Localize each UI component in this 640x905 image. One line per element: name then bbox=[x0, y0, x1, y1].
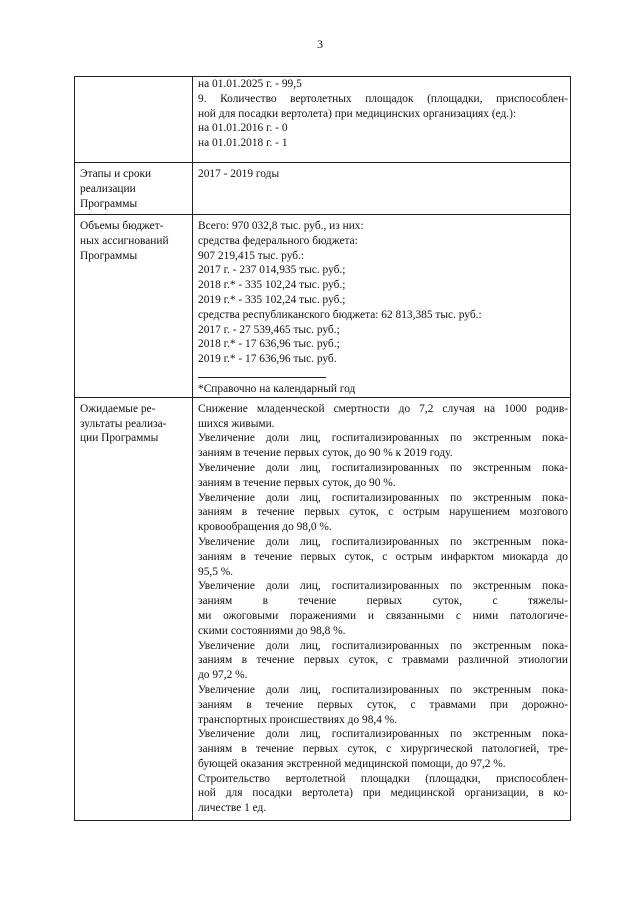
table-row-indicators bbox=[75, 77, 571, 163]
stages-value bbox=[193, 163, 571, 215]
text-line: заниям в течение первых суток, с травмами при дорожно- bbox=[198, 698, 568, 711]
table-row-budget bbox=[75, 215, 571, 398]
results-value bbox=[193, 397, 571, 820]
text-line: на 01.01.2018 г. - 1 bbox=[198, 137, 288, 150]
label-line: ных ассигнований bbox=[80, 234, 169, 247]
text-line: Увеличение доли лиц, госпитализированных по экстренным пока- bbox=[198, 639, 568, 652]
footnote-separator bbox=[198, 377, 326, 378]
text-line: заниям в течение первых суток, с тяжелы- bbox=[198, 595, 568, 608]
text-line: 2017 - 2019 годы bbox=[198, 168, 280, 180]
budget-value bbox=[193, 215, 571, 398]
text-line: личестве 1 ед. bbox=[198, 802, 267, 815]
label-line: Программы bbox=[80, 249, 138, 262]
text-line: на 01.01.2025 г. - 99,5 bbox=[198, 78, 302, 90]
text-line: Увеличение доли лиц, госпитализированных по экстренным пока- bbox=[198, 535, 568, 548]
results-label bbox=[75, 397, 193, 820]
text-line: 2019 г.* - 335 102,24 тыс. руб.; bbox=[198, 293, 346, 306]
label-line: Ожидаемые ре- bbox=[80, 402, 156, 415]
text-line: транспортных происшествиях до 98,4 %. bbox=[198, 713, 398, 726]
text-line: ми ожоговыми поражениями и связанными с ними патологиче- bbox=[198, 609, 568, 622]
table-row-stages bbox=[75, 163, 571, 215]
text-line: 9. Количество вертолетных площадок (площадки, приспособлен- bbox=[198, 92, 568, 105]
page-number: 3 bbox=[317, 37, 323, 51]
label-line: Программы bbox=[80, 197, 138, 210]
text-line: заниям в течение первых суток, до 90 % к 2019 году. bbox=[198, 447, 453, 460]
budget-label bbox=[75, 215, 193, 398]
text-line: заниям в течение первых суток, до 90 %. bbox=[198, 476, 396, 489]
text-line: заниям в течение первых суток, с острым нарушением мозгового bbox=[198, 506, 568, 519]
text-line: заниям в течение первых суток, с хирургической патологией, тре- bbox=[198, 743, 568, 756]
text-line: средства республиканского бюджета: 62 813,385 тыс. руб.: bbox=[198, 308, 482, 321]
text-line: Всего: 970 032,8 тыс. руб., из них: bbox=[198, 220, 364, 232]
text-line: ной для посадки вертолета) при медицинских организациях (ед.): bbox=[198, 107, 517, 120]
label-line: Объемы бюджет- bbox=[80, 220, 164, 232]
text-line: на 01.01.2016 г. - 0 bbox=[198, 122, 288, 135]
text-line: средства федерального бюджета: bbox=[198, 234, 358, 247]
text-line: ной для посадки вертолета) при медицинской организации, в ко- bbox=[198, 787, 568, 800]
text-line: заниям в течение первых суток, с травмами различной этиологии bbox=[198, 654, 568, 667]
text-line: Увеличение доли лиц, госпитализированных по экстренным пока- bbox=[198, 580, 568, 593]
label-line: реализации bbox=[80, 182, 136, 195]
label-line: ции Программы bbox=[80, 432, 159, 445]
indicators-cell bbox=[193, 77, 571, 163]
label-line: Этапы и сроки bbox=[80, 168, 152, 180]
table-row-results bbox=[75, 397, 571, 820]
text-line: 2018 г.* - 17 636,96 тыс. руб.; bbox=[198, 338, 340, 351]
text-line: Увеличение доли лиц, госпитализированных по экстренным пока- bbox=[198, 461, 568, 474]
text-line: Увеличение доли лиц, госпитализированных по экстренным пока- bbox=[198, 683, 568, 696]
footnote: *Справочно на календарный год bbox=[198, 382, 356, 395]
program-passport-table bbox=[74, 76, 571, 821]
text-line: Увеличение доли лиц, госпитализированных по экстренным пока- bbox=[198, 432, 568, 445]
text-line: кровообращения до 98,0 %. bbox=[198, 521, 332, 534]
text-line: 95,5 %. bbox=[198, 565, 234, 578]
stages-label bbox=[75, 163, 193, 215]
text-line: Увеличение доли лиц, госпитализированных по экстренным пока- bbox=[198, 728, 568, 741]
text-line: скими состояниями до 98,8 %. bbox=[198, 624, 346, 637]
text-line: Снижение младенческой смертности до 7,2 случая на 1000 родив- bbox=[198, 402, 568, 415]
text-line: 2017 г. - 27 539,465 тыс. руб.; bbox=[198, 323, 340, 336]
text-line: 2018 г.* - 335 102,24 тыс. руб.; bbox=[198, 279, 346, 292]
text-line: Увеличение доли лиц, госпитализированных по экстренным пока- bbox=[198, 491, 568, 504]
text-line: 2017 г. - 237 014,935 тыс. руб.; bbox=[198, 264, 346, 277]
text-line: Строительство вертолетной площадки (площадки, приспособлен- bbox=[198, 772, 568, 785]
text-line: 2019 г.* - 17 636,96 тыс. руб. bbox=[198, 353, 337, 366]
text-line: шихся живыми. bbox=[198, 417, 275, 430]
row-label-empty bbox=[75, 77, 193, 163]
text-line: заниям в течение первых суток, с острым инфарктом миокарда до bbox=[198, 550, 568, 563]
text-line: 907 219,415 тыс. руб.: bbox=[198, 249, 305, 262]
text-line: бующей оказания экстренной медицинской помощи, до 97,2 %. bbox=[198, 757, 506, 770]
label-line: зультаты реализа- bbox=[80, 417, 167, 430]
text-line: до 97,2 %. bbox=[198, 669, 248, 682]
